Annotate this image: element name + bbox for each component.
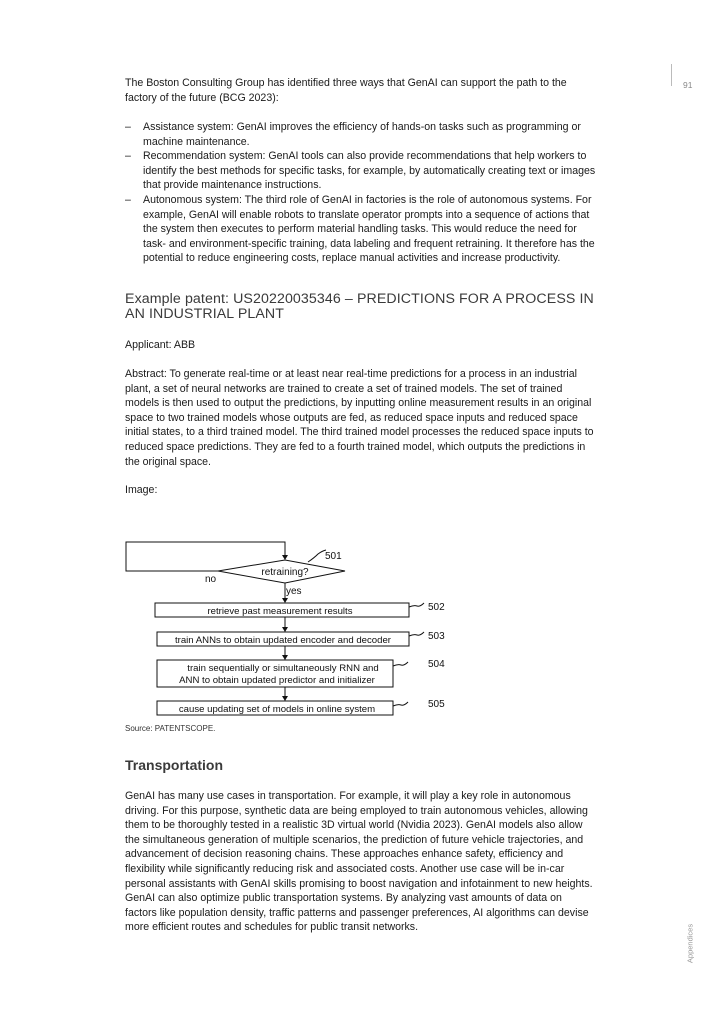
page-number-rule (671, 64, 672, 86)
bullet-dash: – (125, 121, 131, 133)
yes-label: yes (286, 586, 302, 597)
decision-ref: 501 (325, 551, 342, 562)
step-label: retrieve past measurement results (207, 606, 353, 617)
step-ref: 503 (428, 631, 445, 642)
bullet-list (125, 120, 600, 266)
bullet-item (125, 149, 600, 193)
section-heading-transportation: Transportation (125, 757, 224, 773)
bullet-dash: – (125, 193, 131, 206)
step-label: train sequentially or simultaneously RNN and (187, 663, 379, 674)
ref-leader-502 (409, 603, 424, 607)
ref-leader-504 (393, 662, 408, 666)
figure-source: Source: PATENTSCOPE. (125, 724, 216, 733)
patent-flowchart (120, 535, 460, 720)
decision-label: retraining? (261, 567, 309, 578)
step-label: train ANNs to obtain updated encoder and decoder (174, 635, 392, 646)
bullet-text: Assistance system: GenAI improves the efficiency of hands-on tasks such as programming or machine maintenance. (143, 121, 581, 148)
abstract-paragraph: Abstract: To generate real-time or at least near real-time predictions for a process in an industrial plant, a set of neural networks are trained to create a set of trained models. The set of trained models is then used to output the predictions, by inputting online measurement results in an original space to two trained models whose outputs are fed, as reduced space inputs and reduced space initial states, to a third trained model. The third trained model processes the reduced space inputs to reduced space predictions. They are fed to a fourth trained model, which outputs the predictions in the original space. (125, 368, 594, 468)
image-label: Image: (125, 484, 158, 496)
step-label: cause updating set of models in online system (178, 704, 376, 715)
bullet-text: Recommendation system: GenAI tools can also provide recommendations that help workers to identify the best methods for specific tasks, for example, by automatically creating text or images that provide maintenance instructions. (143, 150, 596, 192)
bullet-text: Autonomous system: The third role of GenAI in factories is the role of autonomous systems. For example, GenAI will enable robots to translate operator prompts into a sequence of actions that the system then executes to perform material handling tasks. This would reduce the need for task- and environment-specific training, data labeling and frequent retraining. It therefore has the potential to reduce engineering costs, replace manual activities and increase productivity. (143, 193, 595, 265)
patent-heading: Example patent: US20220035346 – PREDICTIONS FOR A PROCESS IN AN INDUSTRIAL PLANT (125, 291, 594, 322)
ref-leader-501 (308, 550, 326, 562)
bullet-item (125, 120, 600, 149)
applicant-line: Applicant: ABB (125, 339, 196, 351)
step-ref: 504 (428, 659, 445, 670)
side-label: Appendices (685, 923, 695, 964)
page-number: 91 (683, 80, 693, 90)
bullet-dash: – (125, 150, 131, 163)
step-ref: 505 (428, 699, 445, 710)
ref-leader-505 (393, 702, 408, 706)
ref-leader-503 (409, 632, 424, 636)
no-label: no (205, 574, 217, 585)
step-label: ANN to obtain updated predictor and initializer (179, 675, 375, 686)
bullet-item (125, 193, 600, 266)
intro-paragraph: The Boston Consulting Group has identified three ways that GenAI can support the path to the factory of the future (BCG 2023): (125, 77, 567, 104)
transportation-paragraph: GenAI has many use cases in transportation. For example, it will play a key role in autonomous driving. For this purpose, synthetic data are being employed to train autonomous vehicles, allowing them to be thoroughly tested in a realistic 3D virtual world (Nvidia 2023). GenAI models also allow the simultaneous generation of multiple scenarios, the prediction of future vehicle trajectories, and advancement of decision reasoning chains. These approaches enhance safety, efficiency and flexibility while significantly reducing risk and associated costs. Another use case will be in-car personal assistants with GenAI skills promising to boost navigation and infotainment to new heights. GenAI can also optimize public transportation systems. By analyzing vast amounts of data on factors like population density, traffic patterns and passenger preferences, AI algorithms can devise more efficient routes and schedules for public transit networks. (125, 790, 593, 934)
step-ref: 502 (428, 602, 445, 613)
